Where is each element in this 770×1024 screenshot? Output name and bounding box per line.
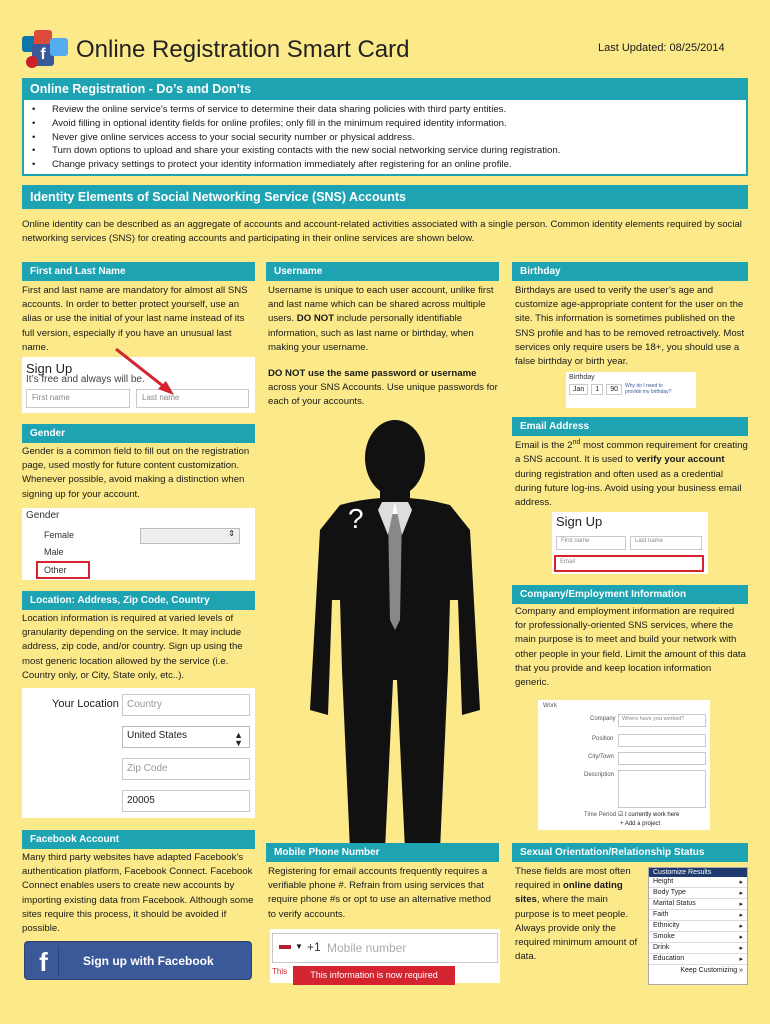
email-input[interactable]: Email xyxy=(554,555,704,572)
gender-heading: Gender xyxy=(22,424,255,443)
facebook-button-label: Sign up with Facebook xyxy=(83,954,214,968)
list-item: • Turn down options to upload and share your existing contacts with the new social networking service during registration. xyxy=(24,144,746,158)
location-text: Location information is required at varied levels of granularity depending on the service. It may include address, zip code, and/or country. Sign up using the most generic location allowed by the service (i.e. Country only, or City, State only, etc..). xyxy=(22,613,243,681)
country-code: +1 xyxy=(307,940,321,954)
gender-widget xyxy=(22,508,255,580)
location-heading: Location: Address, Zip Code, Country xyxy=(22,591,255,610)
menu-item-body-type[interactable]: Body Type ▸ xyxy=(649,888,747,899)
email-text: Email is the 2nd most common requirement for creating a SNS account. It is used to verify your account during registration and often used as a credential during future log-ins. Avoid using your business email address. xyxy=(515,439,748,508)
zip-input[interactable]: Zip Code xyxy=(122,758,250,780)
identity-heading: Identity Elements of Social Networking Service (SNS) Accounts xyxy=(22,185,748,209)
mobile-text: Registering for email accounts frequently requires a verifiable phone #. Refrain from using services that require phone #s or opt to use an alternative method to verify accounts. xyxy=(268,866,491,920)
page-title: Online Registration Smart Card xyxy=(76,36,410,63)
birthday-widget xyxy=(566,372,696,408)
company-text: Company and employment information are required for professionally-oriented SNS services, where the main purpose is to meet and build your network with other people in your field. Limit the amount of this data that you provide and keep location information generic. xyxy=(515,606,746,689)
red-arrow xyxy=(110,345,180,400)
list-item: • Change privacy settings to protect your identity information immediately after registering for an online profile. xyxy=(24,158,746,172)
list-item: • Review the online service’s terms of service to determine their data sharing policies with third party entities. xyxy=(24,103,746,117)
menu-item-smoke[interactable]: Smoke ▸ xyxy=(649,932,747,943)
birthday-heading: Birthday xyxy=(512,262,748,281)
position-input[interactable] xyxy=(618,734,706,747)
position-label: Position xyxy=(592,736,614,742)
first-last-heading: First and Last Name xyxy=(22,262,255,281)
app-logo: f xyxy=(22,30,68,70)
time-period-label: Time Period xyxy=(584,812,617,818)
username-text: Username is unique to each user account, unlike first and last name which can be shared across multiple users. DO NOT include personally identifiable information, such as last name or birthday, when making your username. xyxy=(268,285,494,353)
username-warning: DO NOT use the same password or username across your SNS Accounts. Use unique passwords for each of your accounts. xyxy=(268,368,498,408)
flag-icon xyxy=(279,945,291,953)
description-input[interactable] xyxy=(618,770,706,808)
gender-select[interactable]: ⇕ xyxy=(140,528,240,544)
sexual-heading: Sexual Orientation/Relationship Status xyxy=(512,843,748,862)
facebook-heading: Facebook Account xyxy=(22,830,255,849)
signup-title: Sign Up xyxy=(26,361,73,376)
sexual-text: These fields are most often required in online dating sites, where the main purpose is to meet people. Always provide only the required minimum amount of data. xyxy=(515,866,638,963)
customize-menu xyxy=(648,867,748,985)
facebook-icon: f xyxy=(29,946,59,976)
menu-item-education[interactable]: Education ▸ xyxy=(649,954,747,965)
country-select-value: United States xyxy=(127,730,188,741)
birthday-label: Birthday xyxy=(569,374,595,381)
city-input[interactable] xyxy=(618,752,706,765)
menu-item-height[interactable]: Height ▸ xyxy=(649,877,747,888)
menu-item-drink[interactable]: Drink ▸ xyxy=(649,943,747,954)
first-name-input[interactable]: First name xyxy=(26,389,130,408)
identity-intro: Online identity can be described as an aggregate of accounts and account-related activities associated with a single person. Common identity elements required by social networking services (SNS) for creating accounts and participating in their online services are shown below. xyxy=(22,219,742,245)
mobile-number-input[interactable] xyxy=(272,933,498,963)
current-work-checkbox[interactable]: ☑ I currently work here xyxy=(618,812,680,818)
birthday-year-select[interactable]: 90 xyxy=(606,384,622,395)
email-first-input[interactable]: First name xyxy=(556,536,626,550)
signup-subtitle: It’s free and always will be. xyxy=(26,374,145,385)
birthday-why-link[interactable]: Why do I need to provide my birthday? xyxy=(625,383,672,395)
mobile-partial-text: This xyxy=(272,967,288,976)
location-label: Your Location xyxy=(52,698,119,710)
location-widget xyxy=(22,688,255,818)
email-signup-title: Sign Up xyxy=(556,514,603,529)
svg-text:?: ? xyxy=(348,503,364,534)
required-message: This information is now required xyxy=(293,966,455,985)
customize-menu-title: Customize Results xyxy=(649,868,747,877)
gender-text: Gender is a common field to fill out on the registration page, used mostly for future content customization. Whenever possible, avoid making a distinction when signing up for your account. xyxy=(22,446,250,500)
company-heading: Company/Employment Information xyxy=(512,585,748,604)
list-item: • Avoid filling in optional identity fields for online profiles; only fill in the minimum required identity information. xyxy=(24,117,746,131)
username-heading: Username xyxy=(266,262,499,281)
facebook-text: Many third party websites have adapted Facebook’s authentication platform, Facebook Connect. Facebook Connect enables users to create new accounts by importing existing data from Facebook. Although some sites require this process, it should be avoided if possible. xyxy=(22,852,254,935)
gender-option-male[interactable]: Male xyxy=(44,547,64,557)
zip-value-input[interactable]: 20005 xyxy=(122,790,250,812)
mobile-heading: Mobile Phone Number xyxy=(266,843,499,862)
gender-label: Gender xyxy=(26,510,60,521)
menu-item-marital-status[interactable]: Marital Status ▸ xyxy=(649,899,747,910)
menu-item-faith[interactable]: Faith ▸ xyxy=(649,910,747,921)
first-last-text: First and last name are mandatory for almost all SNS accounts. In order to better protect yourself, use an alias or use the initial of your last name instead of its full version, especially if you have an unusual last name. xyxy=(22,285,248,353)
dos-donts-heading: Online Registration - Do’s and Don’ts xyxy=(30,82,252,96)
work-form-title: Work xyxy=(543,703,557,709)
company-widget xyxy=(538,700,710,830)
select-arrows-icon: ▲ xyxy=(234,730,243,740)
gender-option-other[interactable]: Other xyxy=(36,561,90,579)
birthday-day-select[interactable]: 1 xyxy=(591,384,603,395)
dos-donts-section xyxy=(22,78,748,176)
country-select[interactable]: United States ▲ ▼ xyxy=(122,726,250,748)
mobile-placeholder: Mobile number xyxy=(327,941,407,955)
dos-donts-list xyxy=(24,103,746,172)
description-label: Description xyxy=(584,772,615,778)
company-input[interactable]: Where have you worked? xyxy=(618,714,706,727)
chevron-down-icon: ▼ xyxy=(295,942,303,951)
birthday-text: Birthdays are used to verify the user’s age and customize age-appropriate content for the user on the site. This information is sometimes published on the SNS profile and has to be removed retroactively. Most services only require users be 18+, you should use a false birthday or birth year. xyxy=(515,285,745,368)
keep-customizing-link[interactable]: Keep Customizing » xyxy=(680,967,743,974)
facebook-signup-button[interactable] xyxy=(24,941,252,980)
menu-item-ethnicity[interactable]: Ethnicity ▸ xyxy=(649,921,747,932)
country-input[interactable]: Country xyxy=(122,694,250,716)
email-signup-widget xyxy=(552,512,708,574)
city-label: City/Town xyxy=(588,754,615,760)
last-name-input[interactable]: Last name xyxy=(136,389,249,408)
last-updated: Last Updated: 08/25/2014 xyxy=(598,42,725,54)
email-last-input[interactable]: Last name xyxy=(630,536,702,550)
person-silhouette xyxy=(300,410,490,850)
email-heading: Email Address xyxy=(512,417,748,436)
birthday-month-select[interactable]: Jan xyxy=(569,384,588,395)
company-label: Company xyxy=(590,716,616,722)
add-project-link[interactable]: + Add a project xyxy=(620,821,661,827)
gender-option-female[interactable]: Female xyxy=(44,530,75,540)
list-item: • Never give online services access to your social security number or physical address. xyxy=(24,131,746,145)
